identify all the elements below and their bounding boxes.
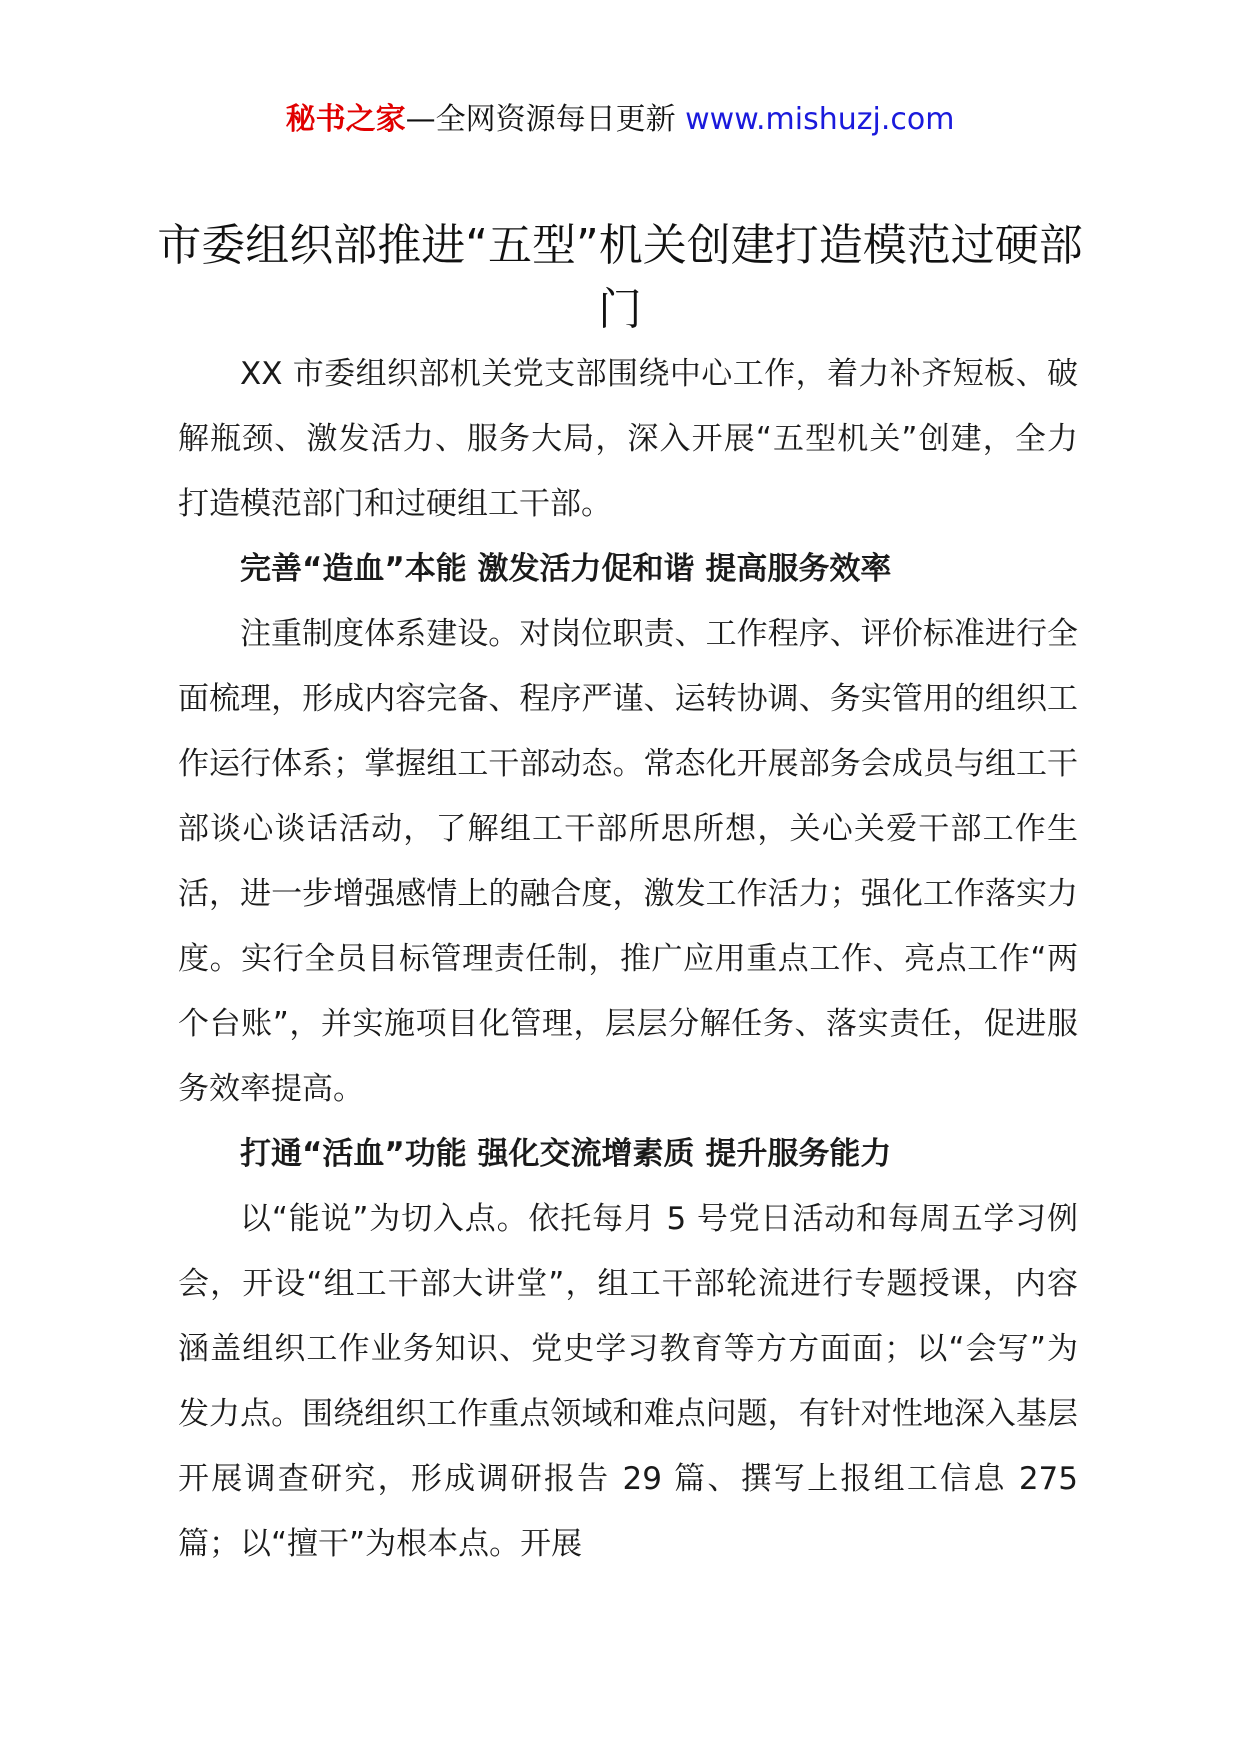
intro-paragraph: XX 市委组织部机关党支部围绕中心工作，着力补齐短板、破解瓶颈、激发活力、服务大局，深入开展“五型机关”创建，全力打造模范部门和过硬组工干部。 bbox=[178, 356, 1078, 522]
brand-name: 秘书之家 bbox=[285, 102, 406, 137]
document-title: 市委组织部推进“五型”机关创建打造模范过硬部门 bbox=[157, 220, 1083, 335]
section-paragraph: 以“能说”为切入点。依托每月 5 号党日活动和每周五学习例会，开设“组工干部大讲堂”，组工干部轮流进行专题授课，内容涵盖组织工作业务知识、党史学习教育等方方面面；以“会写”为发力点。围绕组织工作重点领域和难点问题，有针对性地深入基层开展调查研究，形成调研报告 29 篇、撰写上报组工信息 275 篇；以“擅干”为根本点。开展 bbox=[178, 1201, 1078, 1562]
banner-tagline: —全网资源每日更新 bbox=[405, 102, 676, 137]
site-url[interactable]: www.mishuzj.com bbox=[685, 102, 955, 137]
section-paragraph: 注重制度体系建设。对岗位职责、工作程序、评价标准进行全面梳理，形成内容完备、程序严谨、运转协调、务实管用的组织工作运行体系；掌握组工干部动态。常态化开展部务会成员与组工干部谈心谈话活动，了解组工干部所思所想，关心关爱干部工作生活，进一步增强感情上的融合度，激发工作活力；强化工作落实力度。实行全员目标管理责任制，推广应用重点工作、亮点工作“两个台账”，并实施项目化管理，层层分解任务、落实责任，促进服务效率提高。 bbox=[178, 616, 1078, 1107]
section-heading: 完善“造血”本能 激发活力促和谐 提高服务效率 bbox=[240, 551, 892, 587]
site-banner bbox=[0, 100, 1240, 140]
section-heading: 打通“活血”功能 强化交流增素质 提升服务能力 bbox=[240, 1136, 892, 1172]
document-body bbox=[178, 342, 1078, 1577]
